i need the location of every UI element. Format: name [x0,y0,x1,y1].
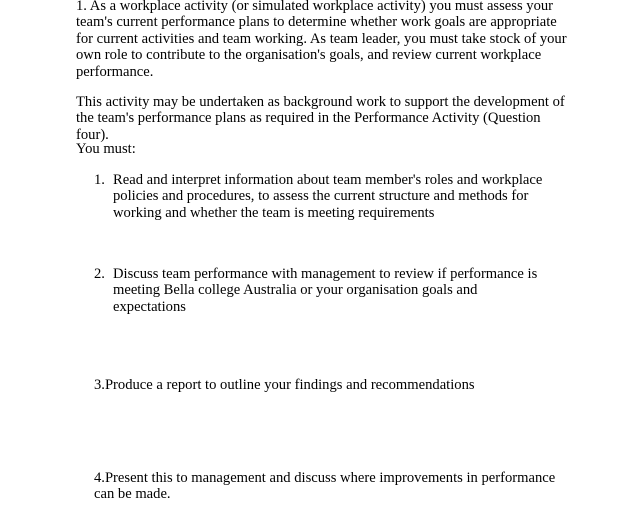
list-item-number: 1. [94,172,105,188]
you-must-label: You must: [76,141,136,157]
list-item-report: 3.Produce a report to outline your findings and recommendations [94,377,475,393]
list-item-text: Read and interpret information about team member's roles and workplace policies and procedures, to assess the current structure and methods for working and whether the team is meeting requirements [113,172,543,221]
list-item-text: Discuss team performance with management to review if performance is meeting Bella college Australia or your organisation goals and expectations [113,266,538,315]
list-item-number: 2. [94,266,105,282]
list-item-present: 4.Present this to management and discuss where improvements in performance can be made. [94,470,556,503]
intro-paragraph: 1. As a workplace activity (or simulated workplace activity) you must assess your team's current performance plans to determine whether work goals are appropriate for current activities and team working. As team leader, you must take stock of your own role to contribute to the organisation's goals, and review current workplace performance. [76,0,567,80]
background-note-paragraph: This activity may be undertaken as background work to support the development of the team's performance plans as required in the Performance Activity (Question four). [76,94,565,143]
